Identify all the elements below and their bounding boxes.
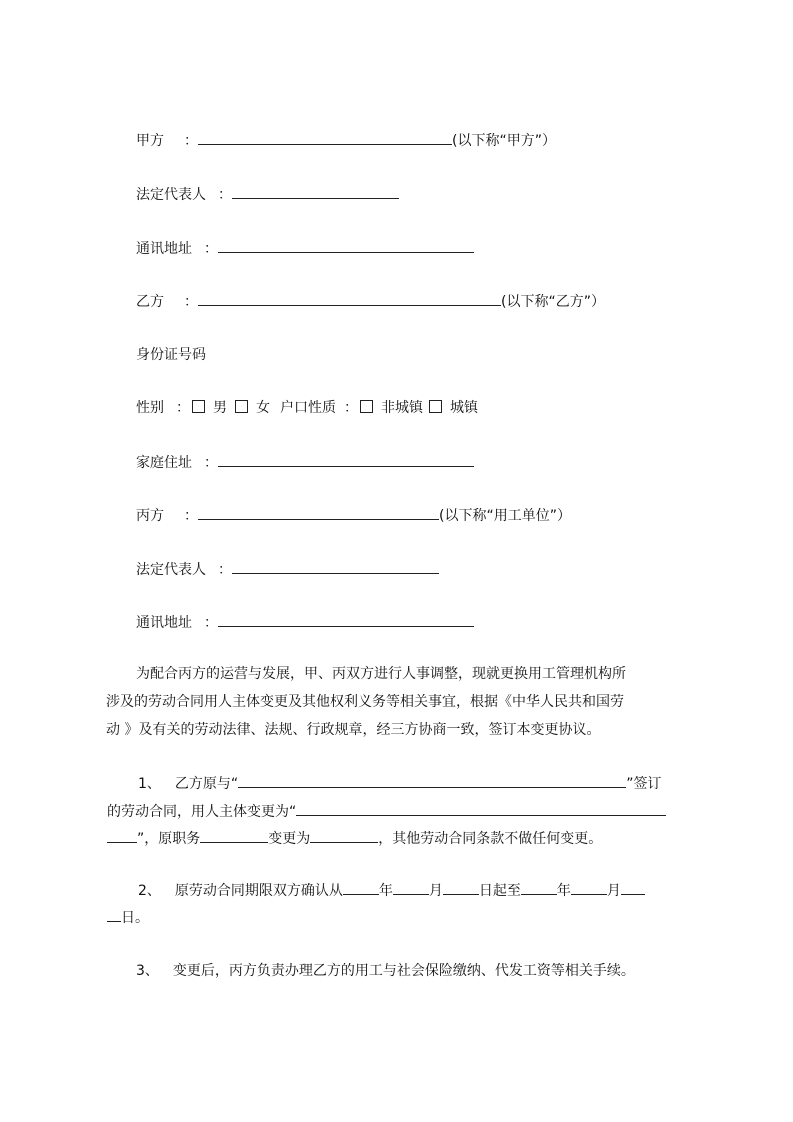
party-b-suffix: (以下称“乙方”） xyxy=(501,294,605,310)
colon: ： xyxy=(204,615,218,631)
clause-1-new-employer-blank[interactable] xyxy=(296,801,666,816)
urban-label: 城镇 xyxy=(450,400,478,416)
legal-rep-1-label: 法定代表人 xyxy=(136,187,206,203)
colon: ： xyxy=(204,455,218,471)
legal-rep-2-label: 法定代表人 xyxy=(136,562,206,578)
colon: ： xyxy=(344,400,358,416)
address-1-line xyxy=(136,238,474,258)
legal-rep-1-blank[interactable] xyxy=(232,184,399,199)
colon: ： xyxy=(204,241,218,257)
party-a-label: 甲方 xyxy=(136,133,164,149)
clause-1-line-2 xyxy=(107,801,666,821)
address-2-label: 通讯地址 xyxy=(136,615,192,631)
party-b-blank[interactable] xyxy=(198,291,501,306)
id-number-label: 身份证号码 xyxy=(136,347,206,363)
colon: ： xyxy=(176,400,190,416)
clause-2-start-day-blank[interactable] xyxy=(443,880,479,895)
clause-2-end-day-blank[interactable] xyxy=(621,880,645,895)
clause-1-new-employer-blank-cont[interactable] xyxy=(107,828,137,843)
female-checkbox[interactable] xyxy=(235,400,248,413)
clause-1-text: 变更为 xyxy=(268,831,311,847)
party-c-line xyxy=(136,505,571,525)
clause-2-text: 月 xyxy=(606,883,621,899)
colon: ： xyxy=(218,562,232,578)
home-address-label: 家庭住址 xyxy=(136,455,192,471)
clause-1-text: ，其他劳动合同条款不做任何变更。 xyxy=(378,831,603,847)
address-1-label: 通讯地址 xyxy=(136,241,192,257)
urban-checkbox[interactable] xyxy=(429,400,442,413)
party-b-label: 乙方 xyxy=(136,294,164,310)
party-a-line xyxy=(136,130,556,150)
clause-2-end-year-blank[interactable] xyxy=(521,880,557,895)
party-b-line xyxy=(136,291,605,311)
clause-1-new-position-blank[interactable] xyxy=(310,828,378,843)
colon: ： xyxy=(218,187,232,203)
household-label: 户口性质 xyxy=(280,400,336,416)
clause-2-start-year-blank[interactable] xyxy=(343,880,379,895)
colon: ： xyxy=(184,133,198,149)
address-2-line xyxy=(136,612,474,632)
colon: ： xyxy=(184,508,198,524)
clause-1-text: ”，原职务 xyxy=(137,831,201,847)
colon: ： xyxy=(184,294,198,310)
clause-3-number: 3、 xyxy=(136,963,159,979)
party-c-label: 丙方 xyxy=(136,508,164,524)
clause-3-text: 变更后，丙方负责办理乙方的用工与社会保险缴纳、代发工资等相关手续。 xyxy=(172,963,635,979)
clause-1-text: 的劳动合同，用人主体变更为“ xyxy=(107,804,297,820)
party-a-blank[interactable] xyxy=(198,130,452,145)
male-label: 男 xyxy=(213,400,227,416)
clause-2-start-month-blank[interactable] xyxy=(393,880,429,895)
home-address-blank[interactable] xyxy=(218,452,474,467)
clause-2-end-day-blank-cont[interactable] xyxy=(107,907,121,922)
male-checkbox[interactable] xyxy=(192,400,205,413)
clause-2-text: 年 xyxy=(378,883,393,899)
clause-2-text: 原劳动合同期限双方确认从 xyxy=(174,883,343,899)
intro-line-1: 为配合丙方的运营与发展，甲、丙双方进行人事调整，现就更换用工管理机构所 xyxy=(136,666,626,682)
legal-rep-2-line xyxy=(136,559,439,579)
legal-rep-1-line xyxy=(136,184,399,204)
intro-line-3: 动 》及有关的劳动法律、法规、行政规章，经三方协商一致，签订本变更协议。 xyxy=(106,722,601,738)
clause-2-end-month-blank[interactable] xyxy=(571,880,607,895)
clause-1-line-1 xyxy=(138,773,661,793)
party-c-blank[interactable] xyxy=(198,505,439,520)
clause-2-text: 日。 xyxy=(121,910,149,926)
clause-1-text: 乙方原与“ xyxy=(174,776,239,792)
intro-line-2: 涉及的劳动合同用人主体变更及其他权利义务等相关事宜，根据《中华人民共和国劳 xyxy=(106,694,624,710)
party-c-suffix: (以下称“用工单位”） xyxy=(439,508,571,524)
address-2-blank[interactable] xyxy=(218,612,474,627)
party-a-suffix: (以下称“甲方”） xyxy=(452,133,556,149)
gender-label: 性别 xyxy=(136,400,164,416)
gender-line xyxy=(136,398,478,418)
clause-2-number: 2、 xyxy=(138,883,161,899)
home-address-line xyxy=(136,452,474,472)
id-number-line xyxy=(136,345,206,365)
clause-1-old-position-blank[interactable] xyxy=(200,828,268,843)
clause-1-text: ”签订 xyxy=(626,776,662,792)
address-1-blank[interactable] xyxy=(218,238,474,253)
clause-1-original-employer-blank[interactable] xyxy=(238,773,626,788)
legal-rep-2-blank[interactable] xyxy=(232,559,439,574)
clause-3-line xyxy=(136,961,635,981)
clause-2-line-2 xyxy=(107,907,149,927)
clause-2-text: 年 xyxy=(556,883,571,899)
non-urban-checkbox[interactable] xyxy=(360,400,373,413)
clause-2-text: 日起至 xyxy=(478,883,521,899)
clause-1-number: 1、 xyxy=(138,776,161,792)
non-urban-label: 非城镇 xyxy=(381,400,423,416)
clause-2-line-1 xyxy=(138,880,645,900)
female-label: 女 xyxy=(256,400,270,416)
clause-2-text: 月 xyxy=(428,883,443,899)
clause-1-line-3 xyxy=(107,828,602,848)
